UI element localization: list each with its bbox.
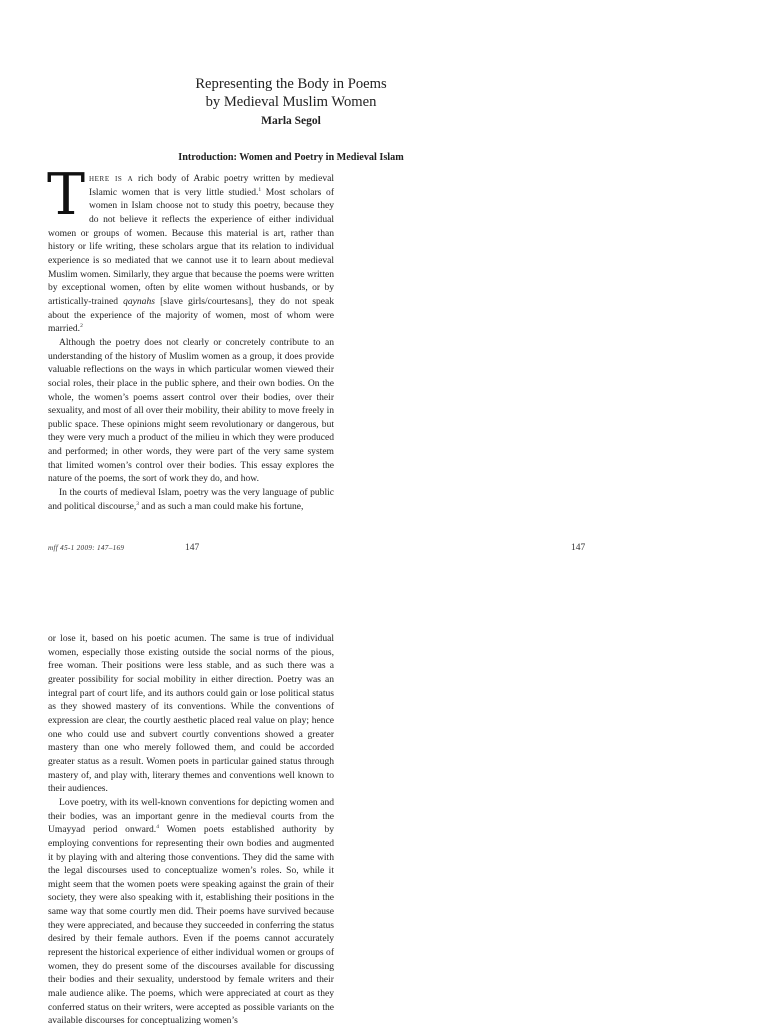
footnote-ref-3[interactable]: 3 [136, 500, 140, 507]
paragraph-1-text-b: Most scholars of women in Islam choose not to study this poetry, because they do not believe it reflects the experience of either individual women or groups of women. Because this material is art, rather than history or life writing, these scholars argue that its relation to individual experience is so mediated that we cannot use it to learn about medieval Muslim women. Similarly, they argue that because the poems were written by exceptional women, often by elite women without husbands, or by artistically-trained [48, 186, 335, 307]
paragraph-1 [47, 162, 335, 336]
journal-citation: mff 45-1 2009: 147–169 [48, 544, 125, 552]
paragraph-4: or lose it, based on his poetic acumen. The same is true of individual women, especially those existing outside the social norms of the pious, free woman. Their positions were less stable, and as such there was a greater possibility for social mobility in either direction. Poetry was an integral part of court life, and its authors could gain or lose political status as they showed mastery of its conventions. While the conventions of expression are clear, the courtly aesthetic placed real value on play; hence one who could use and subvert courtly conventions showed a greater mastery than one who merely followed them, and could be accorded greater status as a result. Women poets in particular gained status through mastery of, and play with, literary themes and conventions well known to their audiences. [48, 633, 334, 795]
paragraph-5-text-a: Love poetry, with its well-known conventions for depicting women and their bodies, was an important genre in the medieval courts from the Umayyad period onward. [48, 796, 334, 836]
page-148-body [48, 632, 334, 1028]
paragraph-5-text-b: Women poets established authority by employing conventions for representing their own bodies and augmented it by playing with and altering those conventions. They did the same with the legal discourses used to conceptualize women’s roles. So, while it might seem that the women poets were speaking against the grain of their society, they were also speaking with it, establishing their positions in the same way that some courtly men did. Their poems have survived because they were appreciated, and because they succeeded in conferring the status desired by their female authors. Even if the poems cannot accurately represent the historical experience of either individual women or groups of women, they do present some of the discourses available for discussing their bodies and their sexuality, understood by female writers and their male audience alike. The poems, which were appreciated at court as they conferred status on their writers, were accepted as possible variants on the available discourses for conceptualizing women’s [48, 824, 335, 1027]
paragraph-3-text-b: and as such a man could make his fortune, [139, 500, 304, 512]
paragraph-1-text-c: [slave girls/courtesans], they do not speak about the experience of the majority of women, most of whom were married. [48, 295, 334, 335]
footnote-ref-1[interactable]: 1 [258, 186, 262, 193]
paragraph-5 [48, 796, 334, 1028]
author-name: Marla Segol [261, 115, 321, 127]
term-qaynahs: qaynahs [123, 295, 155, 307]
drop-cap: T [47, 162, 86, 228]
footnote-ref-4[interactable]: 4 [156, 824, 159, 831]
footnote-ref-2[interactable]: 2 [80, 323, 83, 330]
paragraph-3-text-a: In the courts of medieval Islam, poetry was the very language of public and political discourse, [48, 487, 334, 512]
paragraph-2: Although the poetry does not clearly or concretely contribute to an understanding of the history of Muslim women as a group, it does provide valuable reflections on the ways in which particular women viewed their social roles, their place in the public sphere, and their own bodies. On the whole, the women’s poems assert control over their bodies, over their sexuality, and most of all over their mobility, their ability to move freely in public space. These opinions might seem revolutionary or dangerous, but they were very much a product of the milieu in which they were produced and performed; in other words, they were part of the very same system that limited women’s control over their bodies. This essay explores the nature of the poems, the sort of work they do, and how. [48, 336, 334, 485]
section-heading: Introduction: Women and Poetry in Medieval Islam [178, 152, 404, 163]
page-number-right: 147 [571, 543, 586, 553]
article-title [48, 76, 534, 111]
page-147-body [47, 162, 335, 513]
page-148 [0, 580, 768, 1027]
page-number: 147 [185, 543, 200, 553]
small-caps-lead: here is a [89, 173, 134, 184]
paragraph-3 [48, 486, 334, 513]
article-title-line-1: Representing the Body in Poems [195, 76, 387, 92]
article-title-line-2: by Medieval Muslim Women [205, 93, 377, 110]
paragraph-1-text-a: rich body of Arabic poetry written by medieval Islamic women that is very little studied. [89, 173, 334, 198]
